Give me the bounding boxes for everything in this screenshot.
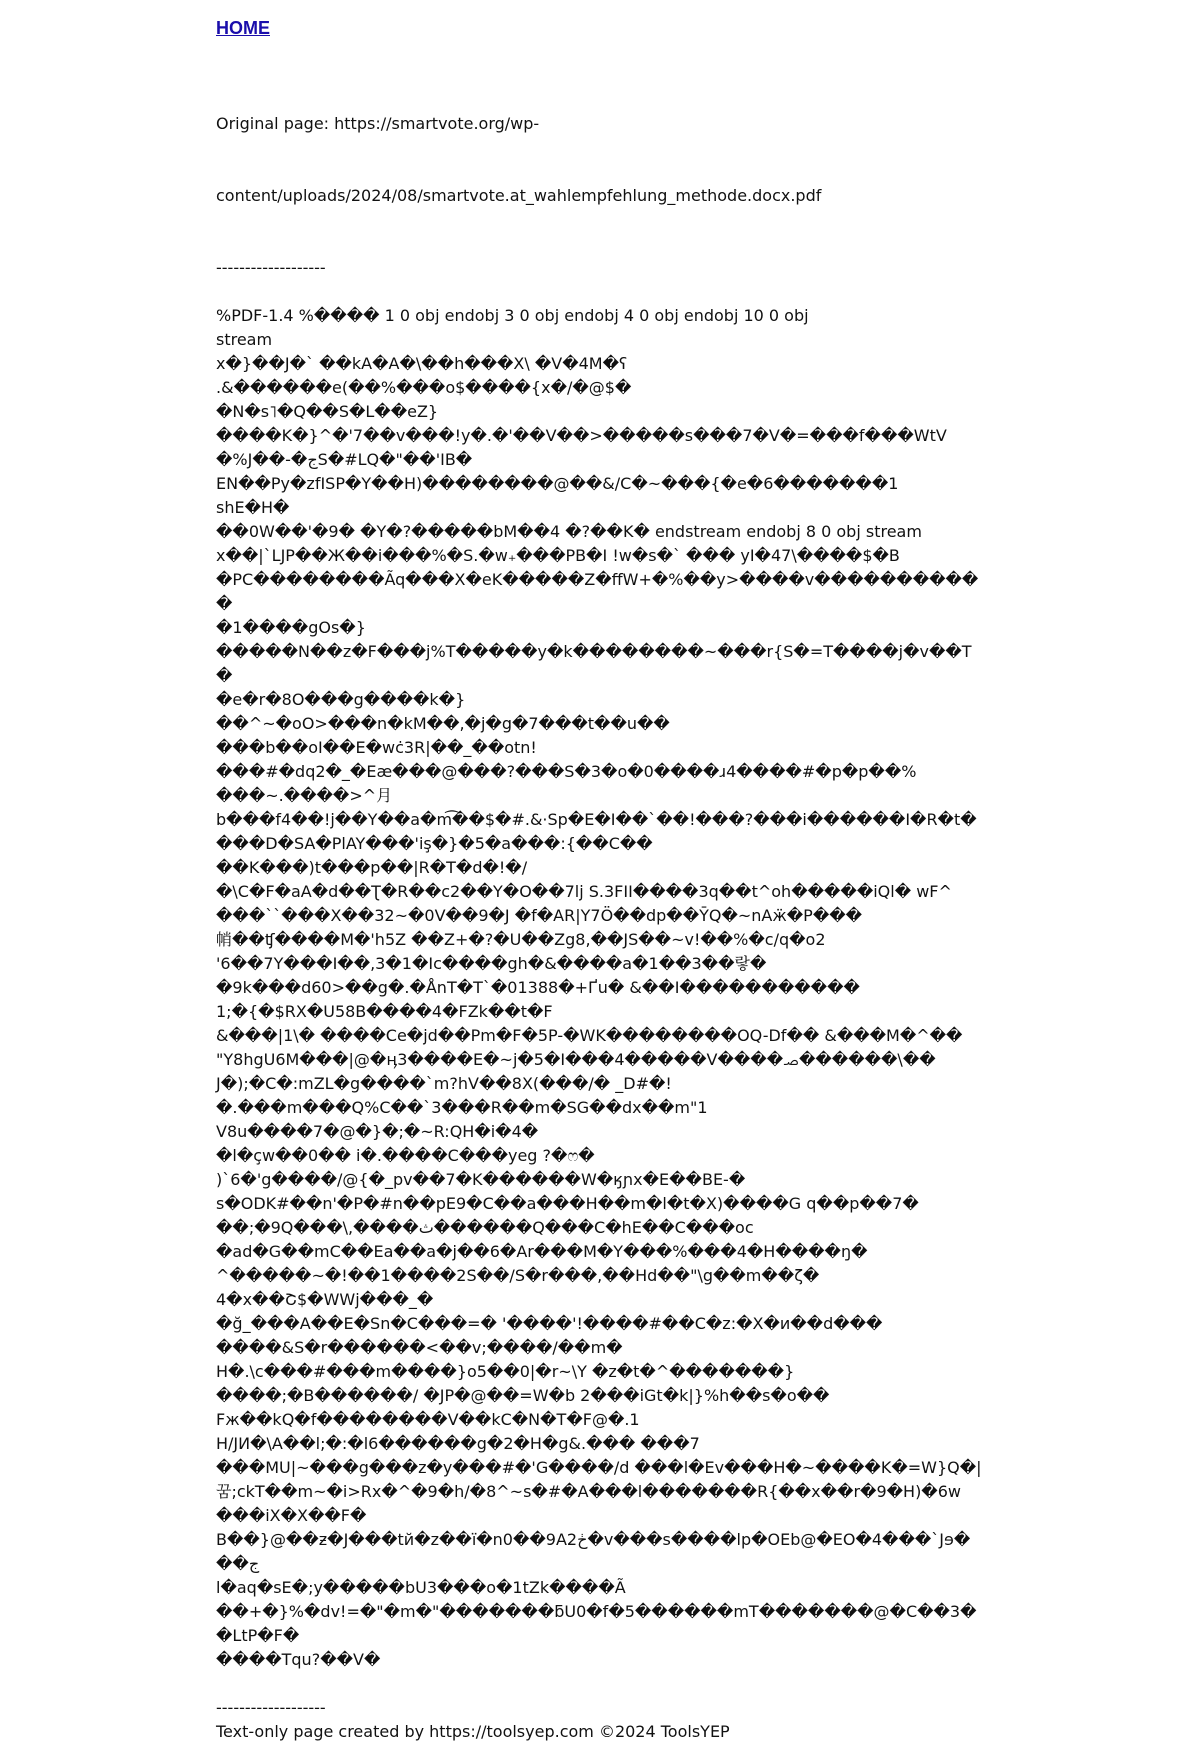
pdf-content-line: ����Tqu?��V� [216,1650,381,1669]
pdf-content-line: �e�r�8O���g����k�} [216,690,466,709]
pdf-content-line: ��K���)t���p��|R�T�d�!�/ [216,858,528,877]
pdf-content-line: �ğ_���A��E�Sn�C���=� '����'!����#��C�z:�X�и��d��� [216,1314,883,1333]
pdf-content-line: s�ODK#��n'�P�#n��pE9�C��a���H��m�l�t�X)����G q��p��7� [216,1194,919,1213]
pdf-content-line: ����&S�r������<��v;����/��m� [216,1338,623,1357]
pdf-content-line: �ad�G��mC��Ea��a�j��6�Ar���M�Y���%���4�H����ŋ� [216,1242,868,1261]
pdf-content-line: ���MU|~���g���z�y���#�'G����/d ���l�Ev���H�~����K�=W}Q�| [216,1458,982,1477]
spacer [216,1672,986,1696]
spacer [216,280,986,304]
pdf-content-line: &���|1\� ����Ce�jd��Pm�F�5P-�WK��������OQ-Df�� &���M�^�� [216,1026,963,1045]
pdf-content-line: �\C�F�aA�d��Ʈ�R��c2��Y�O��7lj S.3FII����3q��t^oh�����iQl� wF^ [216,882,952,901]
pdf-content-line: shE�H� [216,498,290,517]
pdf-content-line: �.���m���Q%C��`3���R��m�SG��dx��m"1 [216,1098,708,1117]
pdf-content-line: EN��Py�zfISP�Y��H)��������@��&/C�~���{�e�6�������1 [216,474,899,493]
pdf-content-line: ���``���X��32~�0V��9�J �f�AR|Y7Ö��dp��ȲQ�~nAӝ�P��� [216,906,863,925]
pdf-content-line: Fж��kQ�f��������V��kC�N�T�F@�.1 [216,1410,640,1429]
pdf-content-line: '6��7Y���I��,3�1�Ic����gh�&����a�1��3��랗� [216,954,767,973]
original-page-line-1: Original page: https://smartvote.org/wp- [216,114,540,133]
header-divider: ------------------- [216,258,326,277]
pdf-content-line: �1����gOs�} [216,618,366,637]
pdf-content-line: �PC��������Ãq���X�eK�����Z�ffW+�%��y>����v����������� [216,570,979,613]
pdf-content-line: 4�x��Շ$�WWj���_� [216,1290,434,1309]
pdf-content-line: ���b��oI��E�wċ3R|��_��otn! [216,738,537,757]
pdf-content-line: 꿈;ckT��m~�i>Rx�^�9�h/�8^~s�#�A���l�������R{��x��r�9�H)�6w [216,1482,961,1501]
pdf-content-line: �����N��z�F���j%T�����y�k��������~���r{S�=T����j�v��T� [216,642,972,685]
pdf-content-line: ��;�9Q���\,����ث������Q���C�hE��C���oc [216,1218,754,1237]
pdf-content-line: ���~.����>^月 [216,786,393,805]
pdf-content-line: ���#�dq2�_�Eæ���@���?���S�3�o�0����ɹ4����#�p�p��% [216,762,917,781]
pdf-content-line: �%J��-�جS�#LQ�"��'IB� [216,450,473,469]
original-page-line-2: content/uploads/2024/08/smartvote.at_wahlempfehlung_methode.docx.pdf [216,186,822,205]
pdf-content-line: 1;�{�$RX�U58B����4�FZk��t�F [216,1002,553,1021]
original-page-source [216,64,986,256]
pdf-content-line: b���f4��!j��Y��a�m͡��$�#.&·Sp�E�I��`��!���?���i������I�R�t� [216,810,977,829]
pdf-content-line: x�}��J�` ��kA�A�\��h���X\ �V�4M�ʕ [216,354,628,373]
pdf-content-line: ���iX�X��F� [216,1506,367,1525]
pdf-content-line: 帩��ʧ����M�'h5Z ��Z+�?�U��Zg8,��JS��~v!��%�c/q�o2 [216,930,826,949]
pdf-content-line: "Y8hgU6M���|@�ӊ3����E�~j�5�I���4�����V����ࡎ������\�� [216,1050,936,1069]
pdf-content-line: B��}@��ƶ�J���tй�z��ї�n0��9Aڂ2�v���s����lp�OEb@�EO�4���`Jɘ���ج [216,1530,971,1573]
pdf-content-line: %PDF-1.4 %���� 1 0 obj endobj 3 0 obj endobj 4 0 obj endobj 10 0 obj [216,306,809,325]
pdf-content-line: �9k���d60>��g�.�ÅnT�T`�01388�+Ґu� &��I����������� [216,978,860,997]
pdf-content-line: �N�s˥�Q��S�L��eZ} [216,402,439,421]
pdf-content-line: ����K�}^�'7��v���!y�.�'��V��>�����s���7�V�=���f���WtV [216,426,947,445]
pdf-content-line: ���D�SA�PlAY���'iş�}�5�a���:{��C�� [216,834,653,853]
pdf-content-line: V8u����7�@�}�;�~R:QH�i�4� [216,1122,539,1141]
pdf-content-line: stream [216,330,273,349]
pdf-content-line: J�);�C�:mZL�g����`m?hV��8X(���/� _D#�! [216,1074,672,1093]
pdf-content-line: H/JИ�\A��l;�:�l6������g�2�H�g&.��� ���7 [216,1434,700,1453]
footer-divider: ------------------- [216,1698,326,1717]
pdf-content-line: H�.\c���#���m����}o5��0|�r~\Y �z�t�^�������} [216,1362,795,1381]
pdf-content-line: ����;�B������/ �JP�@��=W�b 2���iGt�k|}%h��s�o�� [216,1386,830,1405]
footer-credit: Text-only page created by https://toolsyep.com ©2024 ToolsYEP [216,1722,730,1741]
pdf-content-line: �l�çw��0�� i�.����C���yeg ?�ෆ� [216,1146,595,1165]
page-container [216,14,986,1744]
pdf-content-line: ��^~�oO>���n�kM��,�j�g�7���t��u�� [216,714,670,733]
pdf-content-line: x��|`LJP��Ж��i���%�S.�w₊���PB�I !w�s�` ��� yI�47\����$�B [216,546,900,565]
pdf-content-line: )`6�'g����/@{�_pv��7�K������W�ӄɲx�E��BE-� [216,1170,746,1189]
pdf-content-line: ��+�}%�dv!=�"�m�"�������ƃU0�f�5������mT�������@�C��3��LtP�F� [216,1602,977,1645]
pdf-content-line: ��0W��'�9� �Y�?�����bM��4 �?��K� endstream endobj 8 0 obj stream [216,522,922,541]
home-link[interactable]: HOME [216,18,270,38]
pdf-content-line: ^�����~�!��1����2S��/S�r���,��Hd��"\g��m��ζ� [216,1266,820,1285]
pdf-content-line: l�aq�sE�;y�����bU3���o�1tZk����Ã [216,1578,626,1597]
pdf-raw-content [216,304,986,1672]
pdf-content-line: .&������e(��%���o$����{x�/�@$� [216,378,632,397]
